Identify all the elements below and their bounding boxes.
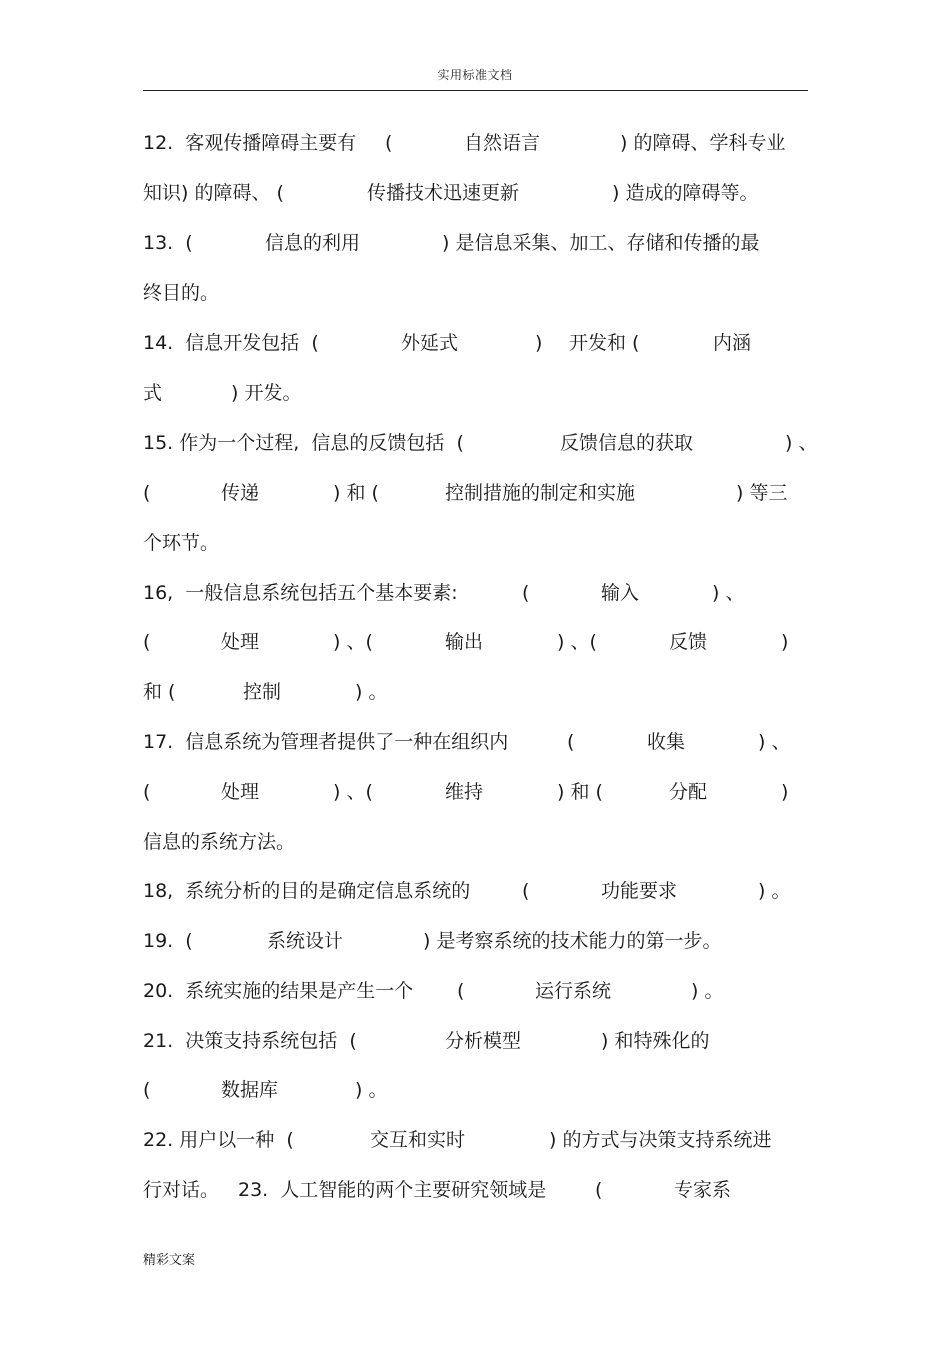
text-segment: ) 、( [557, 631, 597, 653]
text-segment: ) 和特殊化的 [601, 1030, 710, 1052]
text-segment: ( [143, 781, 151, 803]
text-segment: 处理 [221, 781, 260, 803]
text-line [0, 1125, 950, 1155]
text-segment: ( [385, 132, 393, 154]
text-line [0, 528, 950, 558]
text-segment: ( [143, 631, 151, 653]
text-segment: 传递 [221, 482, 260, 504]
text-segment: ( [457, 980, 465, 1002]
text-line [0, 1026, 950, 1056]
page-header: 实用标准文档 [437, 68, 513, 82]
text-segment: 自然语言 [464, 132, 541, 154]
header-divider [143, 90, 808, 91]
text-line [0, 228, 950, 258]
text-line [0, 727, 950, 757]
text-line [0, 876, 950, 906]
text-segment: 14. 信息开发包括 ( [143, 332, 319, 354]
text-line [0, 178, 950, 208]
text-segment: 系统设计 [267, 930, 344, 952]
text-segment: ) 和 ( [557, 781, 603, 803]
text-segment: 开发和 ( [569, 332, 640, 354]
text-segment: 个环节。 [143, 532, 220, 554]
text-segment: 知识) 的障碍、 ( [143, 182, 284, 204]
text-segment: ) [781, 631, 789, 653]
text-segment: 15. 作为一个过程, 信息的反馈包括 ( [143, 432, 464, 454]
text-line [0, 128, 950, 158]
text-segment: 信息的系统方法。 [143, 831, 296, 853]
text-segment: ) 、 [785, 432, 818, 454]
text-line [0, 378, 950, 408]
text-segment: ) [535, 332, 543, 354]
text-segment: ) [781, 781, 789, 803]
text-line [0, 827, 950, 857]
text-segment: 式 [143, 382, 163, 404]
text-segment: ) 等三 [736, 482, 788, 504]
text-segment: 内涵 [713, 332, 752, 354]
text-segment: ) 和 ( [333, 482, 379, 504]
text-segment: 13. ( [143, 232, 193, 254]
text-line [0, 777, 950, 807]
text-segment: 反馈 [669, 631, 708, 653]
text-segment: ( [143, 1079, 151, 1101]
text-segment: 行对话。 [143, 1179, 220, 1201]
text-segment: ) 。 [691, 980, 724, 1002]
text-segment: 输入 [601, 582, 640, 604]
text-segment: ) 、( [333, 781, 373, 803]
text-line [0, 428, 950, 458]
text-segment: ) 造成的障碍等。 [612, 182, 759, 204]
text-segment: 信息的利用 [265, 232, 361, 254]
text-line [0, 1175, 950, 1205]
text-segment: 数据库 [221, 1079, 279, 1101]
text-segment: ( [595, 1179, 603, 1201]
text-segment: 17. 信息系统为管理者提供了一种在组织内 [143, 731, 509, 753]
text-segment: 12. 客观传播障碍主要有 [143, 132, 357, 154]
text-line [0, 976, 950, 1006]
text-segment: 和 ( [143, 681, 176, 703]
text-line [0, 677, 950, 707]
text-segment: ) 。 [758, 880, 791, 902]
text-segment: 22. 用户以一种 ( [143, 1129, 294, 1151]
text-segment: ( [143, 482, 151, 504]
text-segment: ) 的方式与决策支持系统进 [549, 1129, 772, 1151]
text-segment: 19. ( [143, 930, 193, 952]
text-segment: 21. 决策支持系统包括 ( [143, 1030, 357, 1052]
text-segment: 分配 [669, 781, 708, 803]
text-line [0, 578, 950, 608]
text-segment: 23. 人工智能的两个主要研究领域是 [238, 1179, 547, 1201]
text-line [0, 328, 950, 358]
text-segment: 运行系统 [535, 980, 612, 1002]
text-segment: ) 开发。 [231, 382, 302, 404]
text-segment: 收集 [647, 731, 686, 753]
text-line [0, 278, 950, 308]
text-segment: 18, 系统分析的目的是确定信息系统的 [143, 880, 471, 902]
text-line [0, 478, 950, 508]
text-segment: 专家系 [674, 1179, 732, 1201]
text-segment: 交互和实时 [370, 1129, 466, 1151]
text-segment: ( [567, 731, 575, 753]
text-line [0, 627, 950, 657]
text-segment: 反馈信息的获取 [560, 432, 694, 454]
text-segment: 处理 [221, 631, 260, 653]
text-segment: 维持 [445, 781, 484, 803]
text-line [0, 926, 950, 956]
text-segment: 16, 一般信息系统包括五个基本要素: [143, 582, 458, 604]
text-segment: ) 。 [355, 681, 388, 703]
text-segment: ) 、( [333, 631, 373, 653]
text-segment: 分析模型 [445, 1030, 522, 1052]
page-footer: 精彩文案 [143, 1253, 196, 1268]
text-segment: ( [522, 880, 530, 902]
text-segment: ) 、 [758, 731, 791, 753]
text-segment: ) 、 [712, 582, 745, 604]
text-segment: 传播技术迅速更新 [367, 182, 520, 204]
text-segment: 外延式 [401, 332, 459, 354]
text-segment: 输出 [445, 631, 484, 653]
text-segment: 终目的。 [143, 282, 220, 304]
text-segment: 20. 系统实施的结果是产生一个 [143, 980, 414, 1002]
text-segment: ) 的障碍、学科专业 [620, 132, 786, 154]
text-line [0, 1075, 950, 1105]
text-segment: ) 是考察系统的技术能力的第一步。 [423, 930, 722, 952]
text-segment: 控制措施的制定和实施 [445, 482, 636, 504]
text-segment: 功能要求 [601, 880, 678, 902]
text-segment: ) 。 [355, 1079, 388, 1101]
text-segment: ) 是信息采集、加工、存储和传播的最 [442, 232, 760, 254]
text-segment: ( [522, 582, 530, 604]
text-segment: 控制 [243, 681, 282, 703]
